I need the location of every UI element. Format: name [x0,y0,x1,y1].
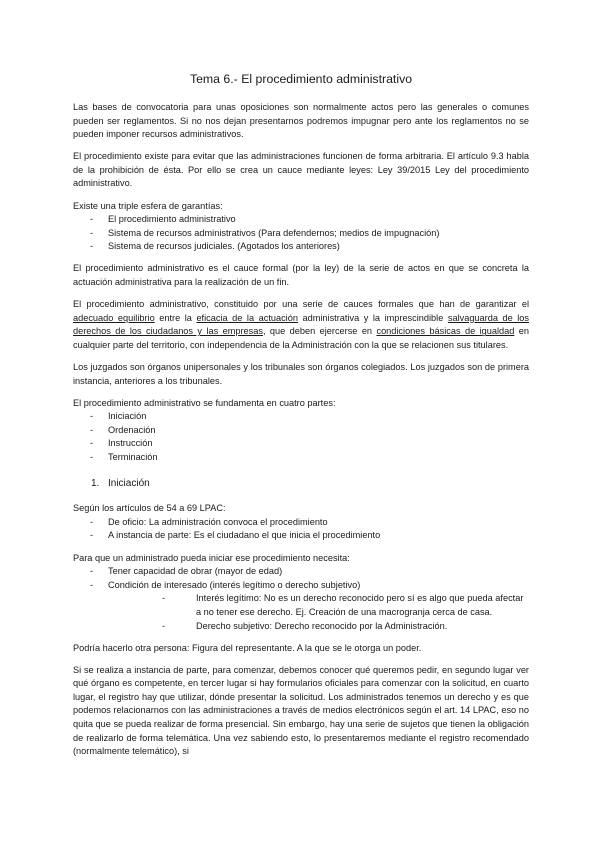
list-item: - Ordenación [73,424,529,438]
list-item: - Sistema de recursos judiciales. (Agotados los anteriores) [73,240,529,254]
sub-list-item: - Derecho subjetivo: Derecho reconocido por la Administración. [108,620,529,634]
guarantees-list [73,213,529,254]
paragraph-juzgados: Los juzgados son órganos unipersonales y los tribunales son órganos colegiados. Los juzgados son de primera instancia, anteriores a los tribunales. [73,362,529,386]
underlined-text: adecuado equilibrio [73,312,155,323]
list-item: - Iniciación [73,410,529,424]
page-title: Tema 6.- El procedimiento administrativo [189,72,413,86]
list-item: - Terminación [73,451,529,465]
list-item: - Condición de interesado (interés legítimo o derecho subjetivo) - Interés legítimo: No es un derecho reconocido pero sí es algo que pueda afectar a no tener ese derecho. Ej. Creación de una macrogranja cerca de casa. - Derecho subjetivo: Derecho reconocido por la Administración. [73,579,529,633]
guarantees-intro: Existe una triple esfera de garantías: [73,200,223,211]
sub-list [108,592,529,633]
articles-list [73,516,529,543]
requirements-list [73,565,529,633]
paragraph-bases: Las bases de convocatoria para unas oposiciones son normalmente actos pero las generales o comunes pueden ser reglamentos. Si no nos dejan presentarnos podremos impugnar pero ante los reglamentos no se pueden imponer recursos administrativos. [73,102,529,140]
section-heading-iniciacion: 1. Iniciación [91,477,150,489]
paragraph-instancia-parte: Si se realiza a instancia de parte, para comenzar, debemos conocer qué queremos pedir, en segundo lugar ver qué órgano es competente, en tercer lugar si hay formularios oficiales para comenzar con la solicitud, en cuarto lugar, el registro hay que utilizar, dónde presentar la solicitud. Los administrados tenemos un derecho y es que podemos relacionarnos con las administraciones a través de medios electrónicos según el art. 14 LPAC, eso no quita que se pueda realizar de forma presencial. Sin embargo, hay una serie de sujetos que tienen la obligación de realizarlo de forma telemática. Una vez sabiendo esto, lo presentaremos mediante el registro recomendado (normalmente telemático), si [73,664,529,757]
underlined-text: salvaguarda de los derechos de los ciudadanos y las empresas [73,312,529,337]
underlined-text: eficacia de la actuación [196,312,298,323]
parts-intro: El procedimiento administrativo se fundamenta en cuatro partes: [73,397,336,408]
requirements-intro: Para que un administrado pueda iniciar ese procedimiento necesita: [73,552,350,563]
underlined-text: condiciones básicas de igualdad [376,326,515,337]
list-item: - A instancia de parte: Es el ciudadano el que inicia el procedimiento [73,529,529,543]
paragraph-definicion: El procedimiento administrativo, constituido por una serie de cauces formales que han de garantizar el adecuado equilibrio entre la eficacia de la actuación administrativa y la imprescindible salvaguarda de los derechos de los ciudadanos y las empresas, que deben ejercerse en condiciones básicas de igualdad en cualquier parte del territorio, con independencia de la Administración con la que se relacionen sus titulares. [73,299,529,350]
list-item: - El procedimiento administrativo [73,213,529,227]
paragraph-representante: Podría hacerlo otra persona: Figura del representante. A la que se le otorga un poder. [73,642,422,653]
list-item: - De oficio: La administración convoca el procedimiento [73,516,529,530]
parts-list [73,410,529,464]
paragraph-cauce-formal: El procedimiento administrativo es el cauce formal (por la ley) de la serie de actos en que se concreta la actuación administrativa para la realización de un fin. [73,263,529,288]
sub-list-item: - Interés legítimo: No es un derecho reconocido pero sí es algo que pueda afectar a no tener ese derecho. Ej. Creación de una macrogranja cerca de casa. [108,592,529,619]
list-item: - Tener capacidad de obrar (mayor de edad) [73,565,529,579]
articles-intro: Según los artículos de 54 a 69 LPAC: [73,503,226,514]
paragraph-procedimiento: El procedimiento existe para evitar que las administraciones funcionen de forma arbitraria. El artículo 9.3 habla de la prohibición de ésta. Por ello se crea un cauce mediante leyes: Ley 39/2015 Ley del procedimiento administrativo. [73,151,529,189]
list-item: - Instrucción [73,437,529,451]
list-item: - Sistema de recursos administrativos (Para defendernos; medios de impugnación) [73,227,529,241]
